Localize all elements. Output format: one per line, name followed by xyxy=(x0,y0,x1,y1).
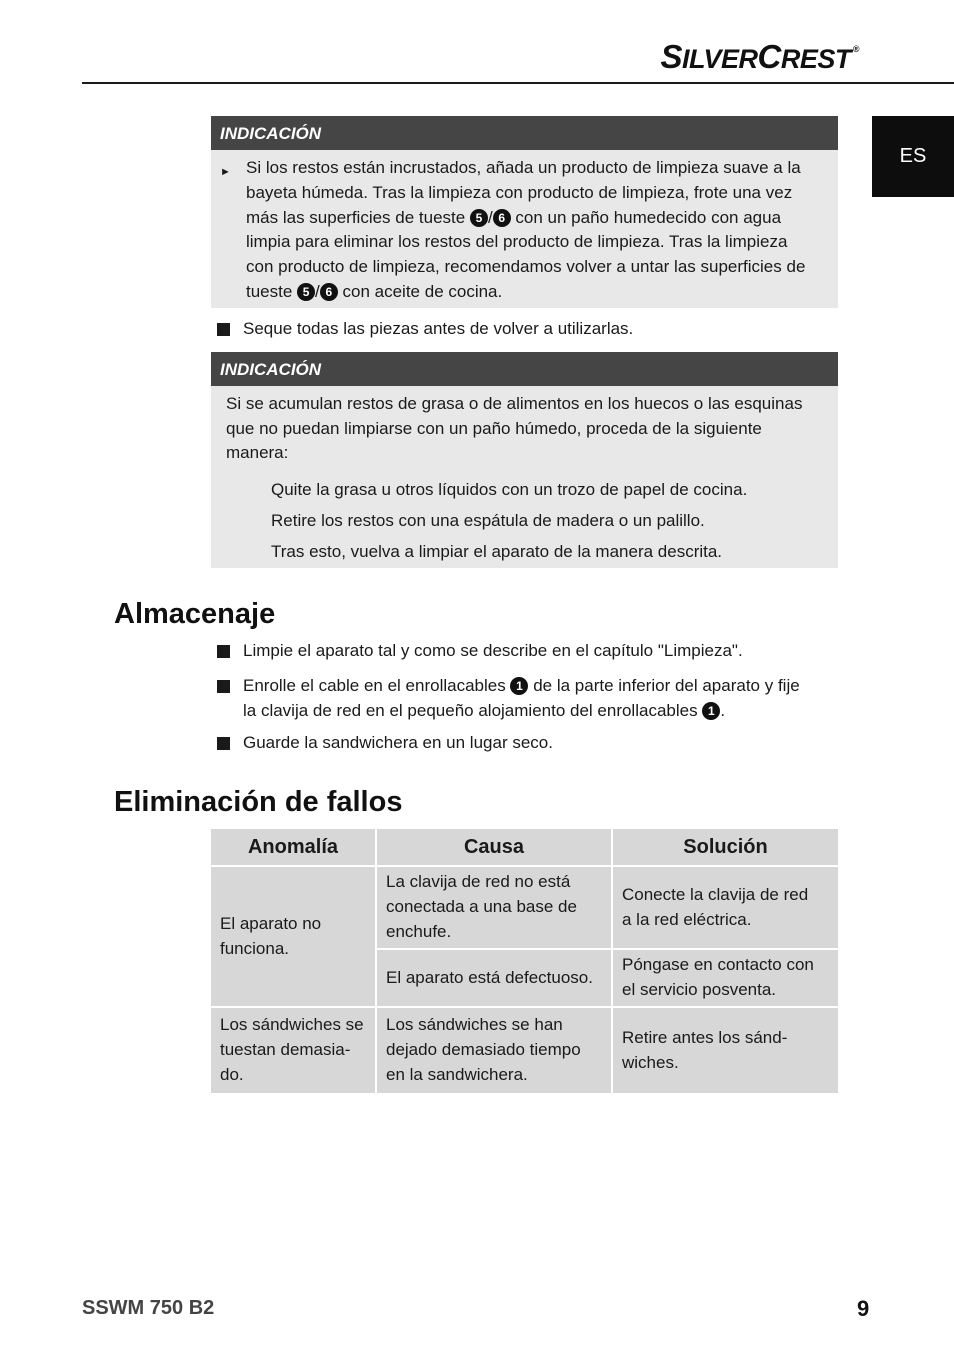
ref-number-icon: 6 xyxy=(320,283,338,301)
note-body xyxy=(226,392,816,466)
list-item: Seque todas las piezas antes de volver a utilizarlas. xyxy=(217,317,833,342)
bullet-square-icon xyxy=(217,737,230,750)
ref-number-icon: 5 xyxy=(470,209,488,227)
note-body xyxy=(220,156,832,305)
note-line: más las superficies de tueste 5 / 6 con un paño humedecido con agua xyxy=(246,207,782,227)
bullet-square-icon xyxy=(217,323,230,336)
note-step: Quite la grasa u otros líquidos con un trozo de papel de cocina. xyxy=(271,480,748,499)
bullet-square-icon xyxy=(217,680,230,693)
note-title: INDICACIÓN xyxy=(211,352,838,386)
table-cell-cause: La clavija de red no está conectada a una base de enchufe. xyxy=(377,867,611,948)
language-tab xyxy=(872,116,954,197)
arrow-icon: ► xyxy=(220,166,231,178)
footer-model-number: SSWM 750 B2 xyxy=(82,1297,215,1319)
note-line: tueste 5 / 6 con aceite de cocina. xyxy=(246,281,503,301)
note-title: INDICACIÓN xyxy=(211,116,838,150)
note-line: Si se acumulan restos de grasa o de alimentos en los huecos o las esquinas xyxy=(226,394,803,413)
ref-number-icon: 5 xyxy=(297,283,315,301)
section-heading-storage: Almacenaje xyxy=(114,598,276,630)
note-box-1 xyxy=(211,116,838,308)
note-line: con producto de limpieza, recomendamos volver a untar las superficies de xyxy=(246,257,806,277)
note-line: limpia para eliminar los restos del producto de limpieza. Tras la limpieza xyxy=(246,232,788,252)
page-number: 9 xyxy=(857,1296,870,1321)
ref-number-icon: 6 xyxy=(493,209,511,227)
note-line: manera: xyxy=(226,443,289,463)
note-step: Retire los restos con una espátula de madera o un palillo. xyxy=(271,511,705,530)
note-line: bayeta húmeda. Tras la limpieza con producto de limpieza, frote una vez xyxy=(246,182,793,202)
note-step: Tras esto, vuelva a limpiar el aparato de la manera descrita. xyxy=(271,542,723,561)
bullet-square-icon xyxy=(217,645,230,658)
troubleshooting-table xyxy=(211,829,838,1093)
table-cell-problem: Los sándwiches se tuestan demasia- do. xyxy=(211,1008,375,1093)
note-line: que no puedan limpiarse con un paño húmedo, proceda de la siguiente xyxy=(226,418,762,438)
list-item: Limpie el aparato tal y como se describe en el capítulo "Limpieza". xyxy=(217,639,833,664)
list-item: Enrolle el cable en el enrollacables 1 de la parte inferior del aparato y fije la clavija de red en el pequeño alojamiento del enrollacables 1 . xyxy=(217,674,833,724)
brand-logo: SILVERCREST ® xyxy=(660,38,859,75)
table-cell-solution: Póngase en contacto con el servicio posventa. xyxy=(613,950,838,1006)
table-cell-cause: Los sándwiches se han dejado demasiado tiempo en la sandwichera. xyxy=(377,1008,611,1093)
header-rule xyxy=(82,82,954,84)
ref-number-icon: 1 xyxy=(510,677,528,695)
language-code: ES xyxy=(899,145,927,167)
list-item: Guarde la sandwichera en un lugar seco. xyxy=(217,731,833,756)
section-heading-troubleshooting: Eliminación de fallos xyxy=(114,786,403,818)
table-header: Solución xyxy=(613,829,838,865)
note-box-2 xyxy=(211,352,838,568)
table-header: Anomalía xyxy=(211,829,375,865)
table-cell-solution: Conecte la clavija de red a la red eléctrica. xyxy=(613,867,838,948)
table-cell-solution: Retire antes los sánd- wiches. xyxy=(613,1008,838,1093)
table-cell-cause: El aparato está defectuoso. xyxy=(377,950,611,1006)
ref-number-icon: 1 xyxy=(702,702,720,720)
table-cell-problem: El aparato no funciona. xyxy=(211,867,375,1006)
note-line: Si los restos están incrustados, añada un producto de limpieza suave a la xyxy=(246,158,801,177)
table-header: Causa xyxy=(377,829,611,865)
